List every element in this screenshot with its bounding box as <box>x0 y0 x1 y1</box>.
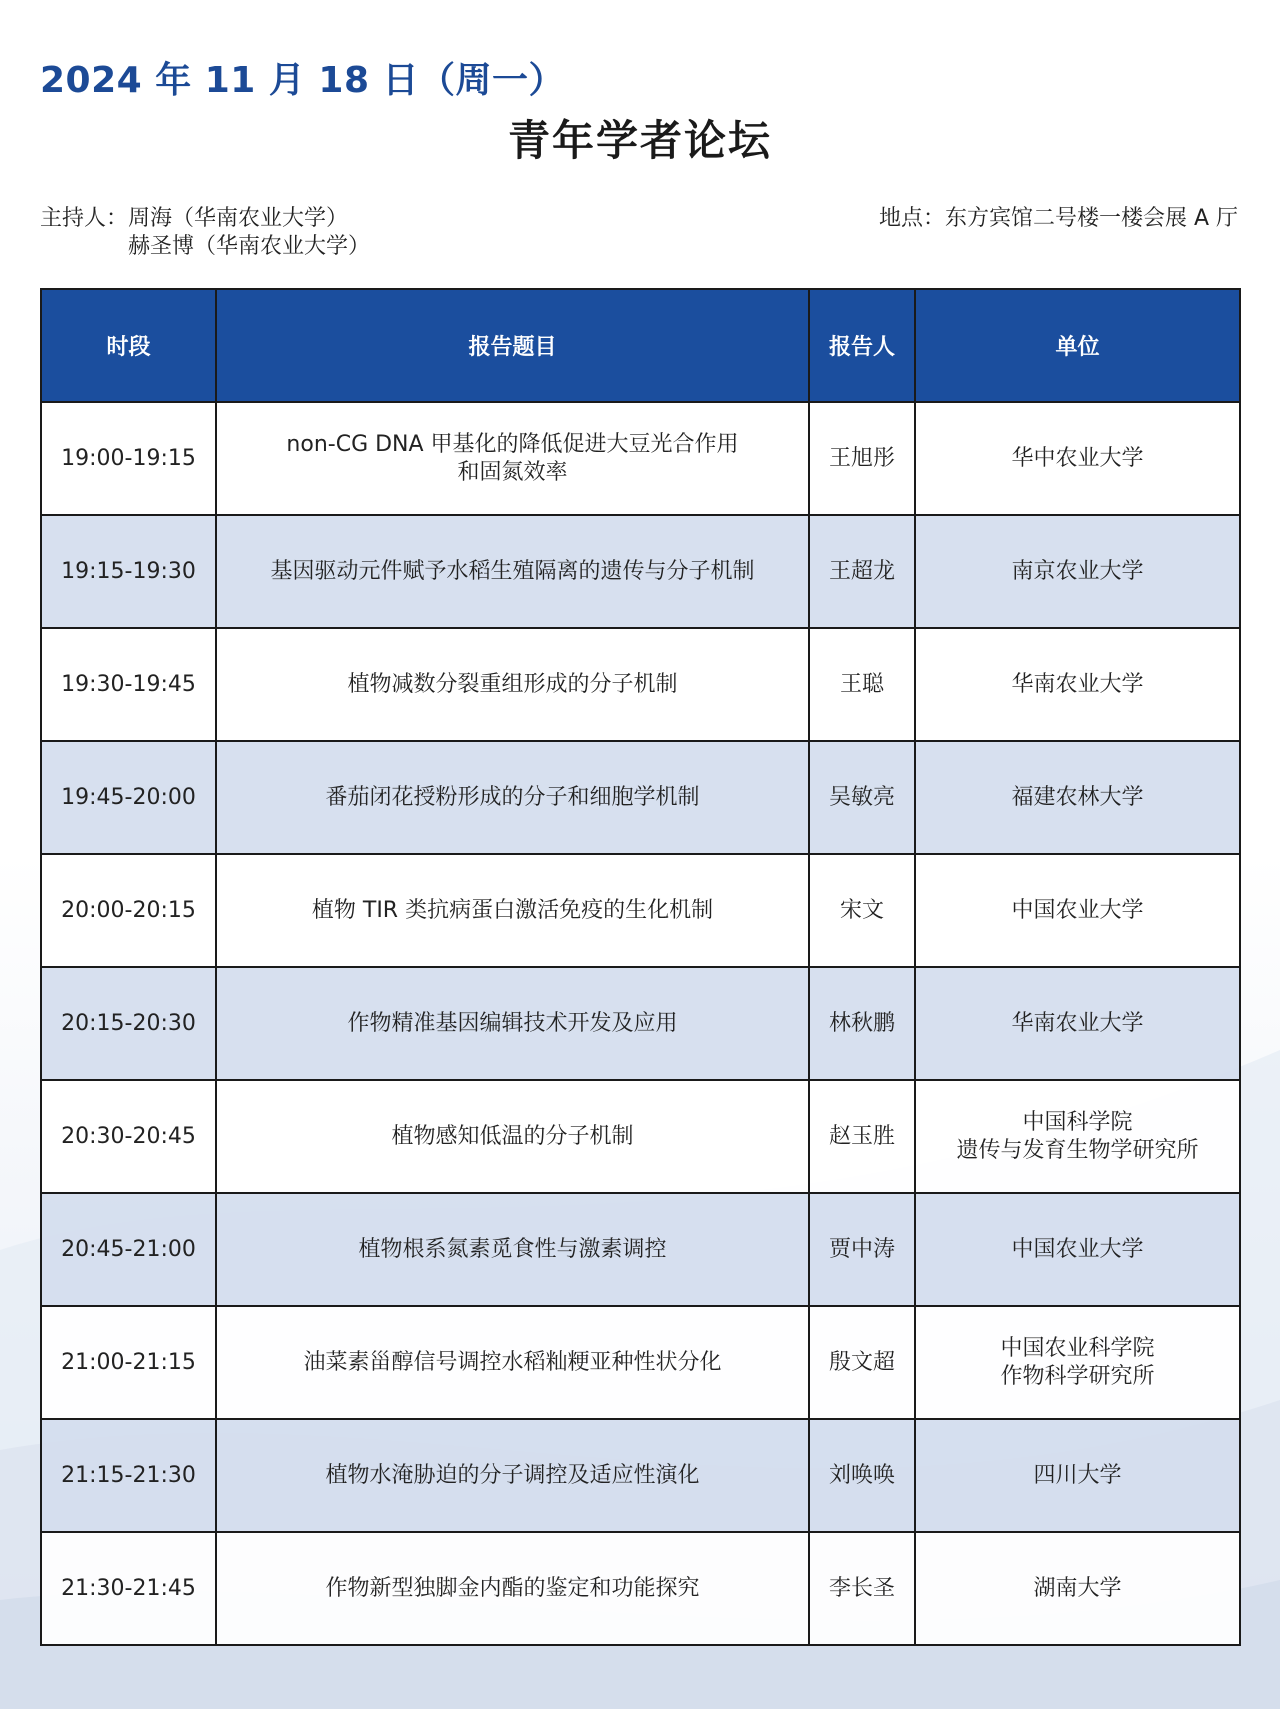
hosts-names <box>128 205 370 261</box>
cell-time: 19:45-20:00 <box>41 741 216 854</box>
cell-speaker: 刘唤唤 <box>809 1419 915 1532</box>
cell-org: 中国科学院 遗传与发育生物学研究所 <box>915 1080 1240 1193</box>
cell-time: 19:00-19:15 <box>41 402 216 515</box>
hosts-label: 主持人： <box>40 206 129 231</box>
cell-topic: 植物 TIR 类抗病蛋白激活免疫的生化机制 <box>216 854 809 967</box>
schedule-table <box>40 288 1241 1646</box>
table-row <box>41 1419 1240 1532</box>
cell-time: 20:30-20:45 <box>41 1080 216 1193</box>
table-row <box>41 1532 1240 1645</box>
cell-time: 20:45-21:00 <box>41 1193 216 1306</box>
cell-time: 20:15-20:30 <box>41 967 216 1080</box>
cell-time: 21:30-21:45 <box>41 1532 216 1645</box>
venue: 地点：东方宾馆二号楼一楼会展 A 厅 <box>878 206 1238 231</box>
cell-speaker: 宋文 <box>809 854 915 967</box>
column-header-org: 单位 <box>915 289 1240 402</box>
table-row <box>41 854 1240 967</box>
cell-topic: 植物根系氮素觅食性与激素调控 <box>216 1193 809 1306</box>
cell-org: 华南农业大学 <box>915 967 1240 1080</box>
cell-org: 中国农业大学 <box>915 1193 1240 1306</box>
table-row <box>41 628 1240 741</box>
date-heading: 2024 年 11 月 18 日（周一） <box>40 60 566 101</box>
cell-org: 中国农业科学院 作物科学研究所 <box>915 1306 1240 1419</box>
cell-topic: non-CG DNA 甲基化的降低促进大豆光合作用 和固氮效率 <box>216 402 809 515</box>
cell-time: 21:00-21:15 <box>41 1306 216 1419</box>
table-row <box>41 515 1240 628</box>
cell-time: 19:30-19:45 <box>41 628 216 741</box>
cell-speaker: 王聪 <box>809 628 915 741</box>
column-header-speaker: 报告人 <box>809 289 915 402</box>
cell-speaker: 王超龙 <box>809 515 915 628</box>
table-row <box>41 1306 1240 1419</box>
table-header-row <box>41 289 1240 402</box>
table-row <box>41 967 1240 1080</box>
cell-org: 南京农业大学 <box>915 515 1240 628</box>
cell-speaker: 赵玉胜 <box>809 1080 915 1193</box>
table-row <box>41 1080 1240 1193</box>
table-row <box>41 402 1240 515</box>
cell-org: 中国农业大学 <box>915 854 1240 967</box>
cell-org: 湖南大学 <box>915 1532 1240 1645</box>
cell-topic: 植物减数分裂重组形成的分子机制 <box>216 628 809 741</box>
hosts-block <box>40 205 370 261</box>
cell-topic: 基因驱动元件赋予水稻生殖隔离的遗传与分子机制 <box>216 515 809 628</box>
cell-topic: 植物水淹胁迫的分子调控及适应性演化 <box>216 1419 809 1532</box>
table-row <box>41 741 1240 854</box>
cell-speaker: 吴敏亮 <box>809 741 915 854</box>
cell-topic: 油菜素甾醇信号调控水稻籼粳亚种性状分化 <box>216 1306 809 1419</box>
cell-time: 20:00-20:15 <box>41 854 216 967</box>
cell-topic: 植物感知低温的分子机制 <box>216 1080 809 1193</box>
cell-org: 华南农业大学 <box>915 628 1240 741</box>
column-header-time: 时段 <box>41 289 216 402</box>
cell-speaker: 殷文超 <box>809 1306 915 1419</box>
cell-speaker: 王旭彤 <box>809 402 915 515</box>
host-name: 周海（华南农业大学） <box>128 206 349 231</box>
cell-speaker: 贾中涛 <box>809 1193 915 1306</box>
cell-topic: 作物新型独脚金内酯的鉴定和功能探究 <box>216 1532 809 1645</box>
forum-title: 青年学者论坛 <box>507 116 772 165</box>
cell-time: 19:15-19:30 <box>41 515 216 628</box>
column-header-topic: 报告题目 <box>216 289 809 402</box>
cell-speaker: 林秋鹏 <box>809 967 915 1080</box>
cell-time: 21:15-21:30 <box>41 1419 216 1532</box>
cell-speaker: 李长圣 <box>809 1532 915 1645</box>
cell-topic: 作物精准基因编辑技术开发及应用 <box>216 967 809 1080</box>
cell-org: 福建农林大学 <box>915 741 1240 854</box>
cell-topic: 番茄闭花授粉形成的分子和细胞学机制 <box>216 741 809 854</box>
host-name: 赫圣博（华南农业大学） <box>128 234 371 259</box>
cell-org: 四川大学 <box>915 1419 1240 1532</box>
table-row <box>41 1193 1240 1306</box>
cell-org: 华中农业大学 <box>915 402 1240 515</box>
